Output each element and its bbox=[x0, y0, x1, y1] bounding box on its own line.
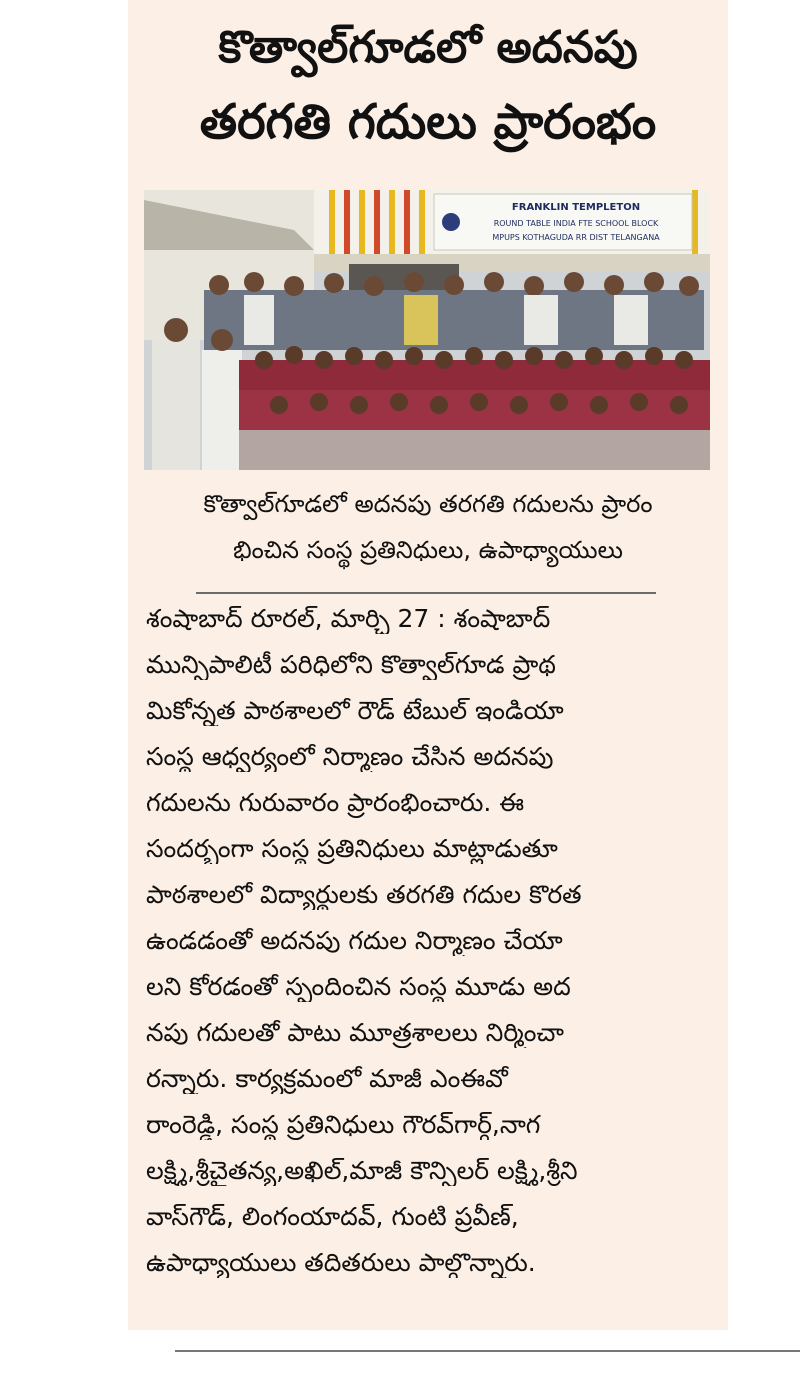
news-photo bbox=[144, 190, 710, 470]
page-bottom-rule bbox=[175, 1350, 800, 1352]
article-body-line: సందర్భంగా సంస్థ ప్రతినిధులు మాట్లాడుతూ bbox=[146, 834, 558, 863]
banner-text-3: MPUPS KOTHAGUDA RR DIST TELANGANA bbox=[492, 233, 660, 242]
article-body-line: మున్సిపాలిటీ పరిధిలోని కొత్వాల్‌గూడ ప్రాథ bbox=[146, 650, 556, 679]
news-clipping bbox=[128, 0, 728, 1330]
children-rows bbox=[239, 346, 710, 470]
article-body-line: వాస్‌గౌడ్, లింగంయాదవ్, గుంటి ప్రవీణ్, bbox=[146, 1202, 519, 1231]
article-body-line: శంషాబాద్ రూరల్, మార్చి 27 : శంషాబాద్ bbox=[146, 604, 551, 633]
banner-text-2: ROUND TABLE INDIA FTE SCHOOL BLOCK bbox=[493, 219, 659, 228]
article-body-line: పాఠశాలలో విద్యార్థులకు తరగతి గదుల కొరత bbox=[146, 880, 582, 909]
article-body-line: సంస్థ ఆధ్వర్యంలో నిర్మాణం చేసిన అదనపు bbox=[146, 742, 554, 771]
article-body-line: నపు గదులతో పాటు మూత్రశాలలు నిర్మించా bbox=[146, 1018, 564, 1047]
article-body-line: ఉండడంతో అదనపు గదుల నిర్మాణం చేయా bbox=[146, 926, 563, 955]
article-body-line: ఉపాధ్యాయులు తదితరులు పాల్గొన్నారు. bbox=[146, 1248, 536, 1277]
article-body-line: రన్నారు. కార్యక్రమంలో మాజీ ఎంఈవో bbox=[146, 1064, 508, 1093]
article-body-line: లని కోరడంతో స్పందించిన సంస్థ మూడు అద bbox=[146, 972, 571, 1001]
photo-caption-line-2: భించిన సంస్థ ప్రతినిధులు, ఉపాధ్యాయులు bbox=[233, 536, 623, 564]
group-photo-illustration bbox=[144, 190, 710, 470]
headline-line-1: కొత్వాల్‌గూడలో అదనపు bbox=[218, 22, 638, 73]
caption-divider bbox=[196, 592, 656, 594]
banner-text-1: FRANKLIN TEMPLETON bbox=[511, 202, 641, 213]
headline-line-2: తరగతి గదులు ప్రారంభం bbox=[199, 94, 657, 150]
article-body-line: గదులను గురువారం ప్రారంభించారు. ఈ bbox=[146, 788, 525, 817]
article-body-line: రాంరెడ్డి, సంస్థ ప్రతినిధులు గౌరవ్‌గార్గ్,నాగ bbox=[146, 1110, 541, 1139]
article-body-line: మికోన్నత పాఠశాలలో రౌడ్ టేబుల్ ఇండియా bbox=[146, 696, 564, 725]
photo-caption-line-1: కొత్వాల్‌గూడలో అదనపు తరగతి గదులను ప్రారం bbox=[203, 490, 653, 518]
article-body-line: లక్ష్మి,శ్రీచైతన్య,అఖిల్,మాజీ కౌన్సిలర్ లక్ష్మి,శ్రీని bbox=[146, 1156, 578, 1185]
